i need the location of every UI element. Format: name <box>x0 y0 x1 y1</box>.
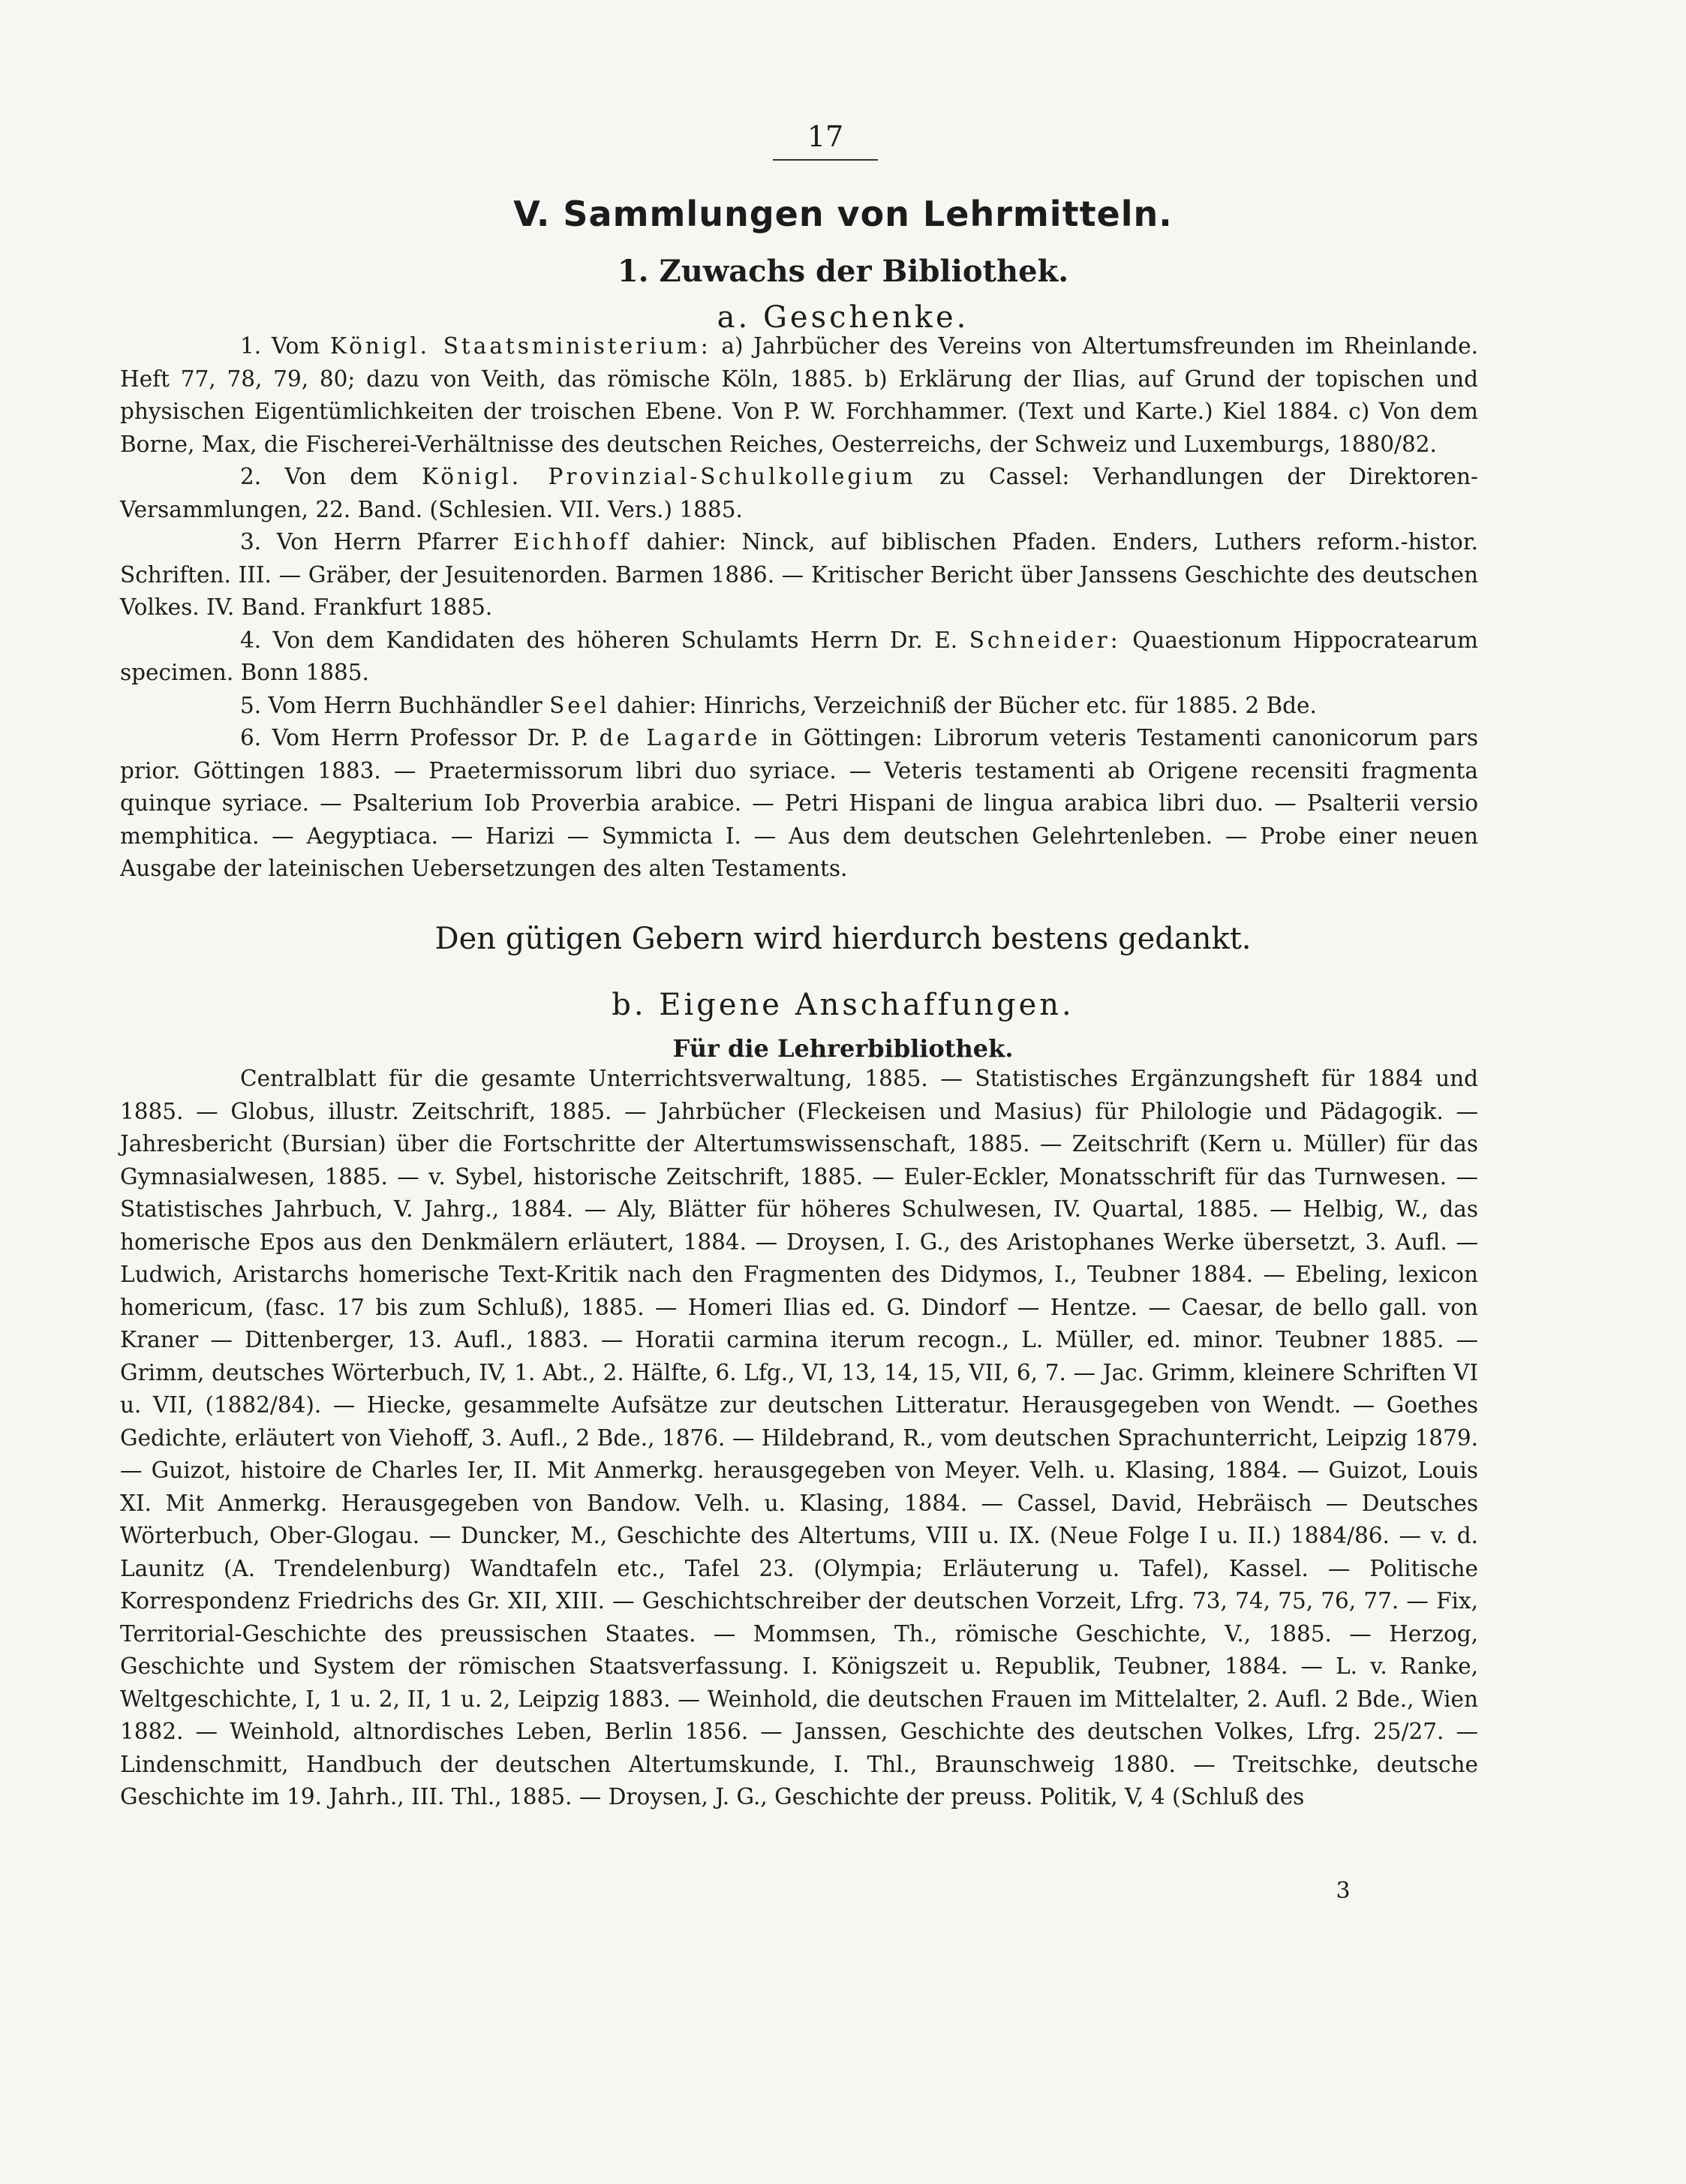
gift-entry: 3. Von Herrn Pfarrer Eichhoff dahier: Ninck, auf biblischen Pfaden. Enders, Luthers reform.-histor. Schriften. III. — Gräber, der Jesuitenorden. Barmen 1886. — Kritischer Bericht über Janssens Geschichte des deutschen Volkes. IV. Band. Frankfurt 1885. <box>120 529 1478 620</box>
gifts-list <box>120 330 1478 886</box>
page-number: 17 <box>773 120 878 161</box>
purchases-list <box>120 1063 1478 1814</box>
subsection-title: 1. Zuwachs der Bibliothek. <box>617 254 1069 289</box>
donor-name: de Lagarde <box>599 725 761 751</box>
donor-name: Königl. Staatsministerium: <box>329 333 711 359</box>
gift-entry: 2. Von dem Königl. Provinzial-Schulkollegium zu Cassel: Verhandlungen der Direktoren-Versammlungen, 22. Band. (Schlesien. VII. Vers.) 1885. <box>120 464 1478 522</box>
purchases-heading: b. Eigene Anschaffungen. <box>612 988 1074 1022</box>
donor-name: Schneider: <box>969 627 1121 653</box>
gift-entry: 1. Vom Königl. Staatsministerium: a) Jahrbücher des Vereins von Altertumsfreunden im Rheinlande. Heft 77, 78, 79, 80; dazu von Veith, das römische Köln, 1885. b) Erklärung der Ilias, auf Grund der topischen und physischen Eigentümlichkeiten der troischen Ebene. Von P. W. Forchhammer. (Text und Karte.) Kiel 1884. c) Von dem Borne, Max, die Fischerei-Verhältnisse des deutschen Reiches, Oesterreichs, der Schweiz und Luxemburgs, 1880/82. <box>120 333 1478 457</box>
gift-entry: 6. Vom Herrn Professor Dr. P. de Lagarde in Göttingen: Librorum veteris Testamenti canonicorum pars prior. Göttingen 1883. — Praetermissorum libri duo syriace. — Veteris testamenti ab Origene recensiti fragmenta quinque syriace. — Psalterium Iob Proverbia arabice. — Petri Hispani de lingua arabica libri duo. — Psalterii versio memphitica. — Aegyptiaca. — Harizi — Symmicta I. — Aus dem deutschen Gelehrtenleben. — Probe einer neuen Ausgabe der lateinischen Uebersetzungen des alten Testaments. <box>120 725 1478 881</box>
thanks-line: Den gütigen Gebern wird hierdurch bestens gedankt. <box>434 922 1252 956</box>
gift-entry: 4. Von dem Kandidaten des höheren Schulamts Herrn Dr. E. Schneider: Quaestionum Hippocratearum specimen. Bonn 1885. <box>120 627 1478 685</box>
gift-entry: 5. Vom Herrn Buchhändler Seel dahier: Hinrichs, Verzeichniß der Bücher etc. für 1885. 2 Bde. <box>240 692 1317 718</box>
gifts-heading: a. Geschenke. <box>717 300 969 335</box>
donor-name: Seel <box>549 692 610 718</box>
donor-name: Eichhoff <box>513 529 632 555</box>
signature-mark: 3 <box>1336 1878 1351 1904</box>
teacher-library-heading: Für die Lehrerbibliothek. <box>672 1034 1014 1063</box>
section-title: V. Sammlungen von Lehrmitteln. <box>513 194 1173 234</box>
donor-name: Königl. Provinzial-Schulkollegium <box>422 464 916 489</box>
purchases-paragraph: Centralblatt für die gesamte Unterrichtsverwaltung, 1885. — Statistisches Ergänzungsheft für 1884 und 1885. — Globus, illustr. Zeitschrift, 1885. — Jahrbücher (Fleckeisen und Masius) für Philologie und Pädagogik. — Jahresbericht (Bursian) über die Fortschritte der Altertumswissenschaft, 1885. — Zeitschrift (Kern u. Müller) für das Gymnasialwesen, 1885. — v. Sybel, historische Zeitschrift, 1885. — Euler-Eckler, Monatsschrift für das Turnwesen. — Statistisches Jahrbuch, V. Jahrg., 1884. — Aly, Blätter für höheres Schulwesen, IV. Quartal, 1885. — Helbig, W., das homerische Epos aus den Denkmälern erläutert, 1884. — Droysen, I. G., des Aristophanes Werke übersetzt, 3. Aufl. — Ludwich, Aristarchs homerische Text-Kritik nach den Fragmenten des Didymos, I., Teubner 1884. — Ebeling, lexicon homericum, (fasc. 17 bis zum Schluß), 1885. — Homeri Ilias ed. G. Dindorf — Hentze. — Caesar, de bello gall. von Kraner — Dittenberger, 13. Aufl., 1883. — Horatii carmina iterum recogn., L. Müller, ed. minor. Teubner 1885. — Grimm, deutsches Wörterbuch, IV, 1. Abt., 2. Hälfte, 6. Lfg., VI, 13, 14, 15, VII, 6, 7. — Jac. Grimm, kleinere Schriften VI u. VII, (1882/84). — Hiecke, gesammelte Aufsätze zur deutschen Litteratur. Herausgegeben von Wendt. — Goethes Gedichte, erläutert von Viehoff, 3. Aufl., 2 Bde., 1876. — Hildebrand, R., vom deutschen Sprachunterricht, Leipzig 1879. — Guizot, histoire de Charles Ier, II. Mit Anmerkg. herausgegeben von Meyer. Velh. u. Klasing, 1884. — Guizot, Louis XI. Mit Anmerkg. Herausgegeben von Bandow. Velh. u. Klasing, 1884. — Cassel, David, Hebräisch — Deutsches Wörterbuch, Ober-Glogau. — Duncker, M., Geschichte des Altertums, VIII u. IX. (Neue Folge I u. II.) 1884/86. — v. d. Launitz (A. Trendelenburg) Wandtafeln etc., Tafel 23. (Olympia; Erläuterung u. Tafel), Kassel. — Politische Korrespondenz Friedrichs des Gr. XII, XIII. — Geschichtschreiber der deutschen Vorzeit, Lfrg. 73, 74, 75, 76, 77. — Fix, Territorial-Geschichte des preussischen Staates. — Mommsen, Th., römische Geschichte, V., 1885. — Herzog, Geschichte und System der römischen Staatsverfassung. I. Königszeit u. Republik, Teubner, 1884. — L. v. Ranke, Weltgeschichte, I, 1 u. 2, II, 1 u. 2, Leipzig 1883. — Weinhold, die deutschen Frauen im Mittelalter, 2. Aufl. 2 Bde., Wien 1882. — Weinhold, altnordisches Leben, Berlin 1856. — Janssen, Geschichte des deutschen Volkes, Lfrg. 25/27. — Lindenschmitt, Handbuch der deutschen Altertumskunde, I. Thl., Braunschweig 1880. — Treitschke, deutsche Geschichte im 19. Jahrh., III. Thl., 1885. — Droysen, J. G., Geschichte der preuss. Politik, V, 4 (Schluß des <box>120 1066 1478 1809</box>
